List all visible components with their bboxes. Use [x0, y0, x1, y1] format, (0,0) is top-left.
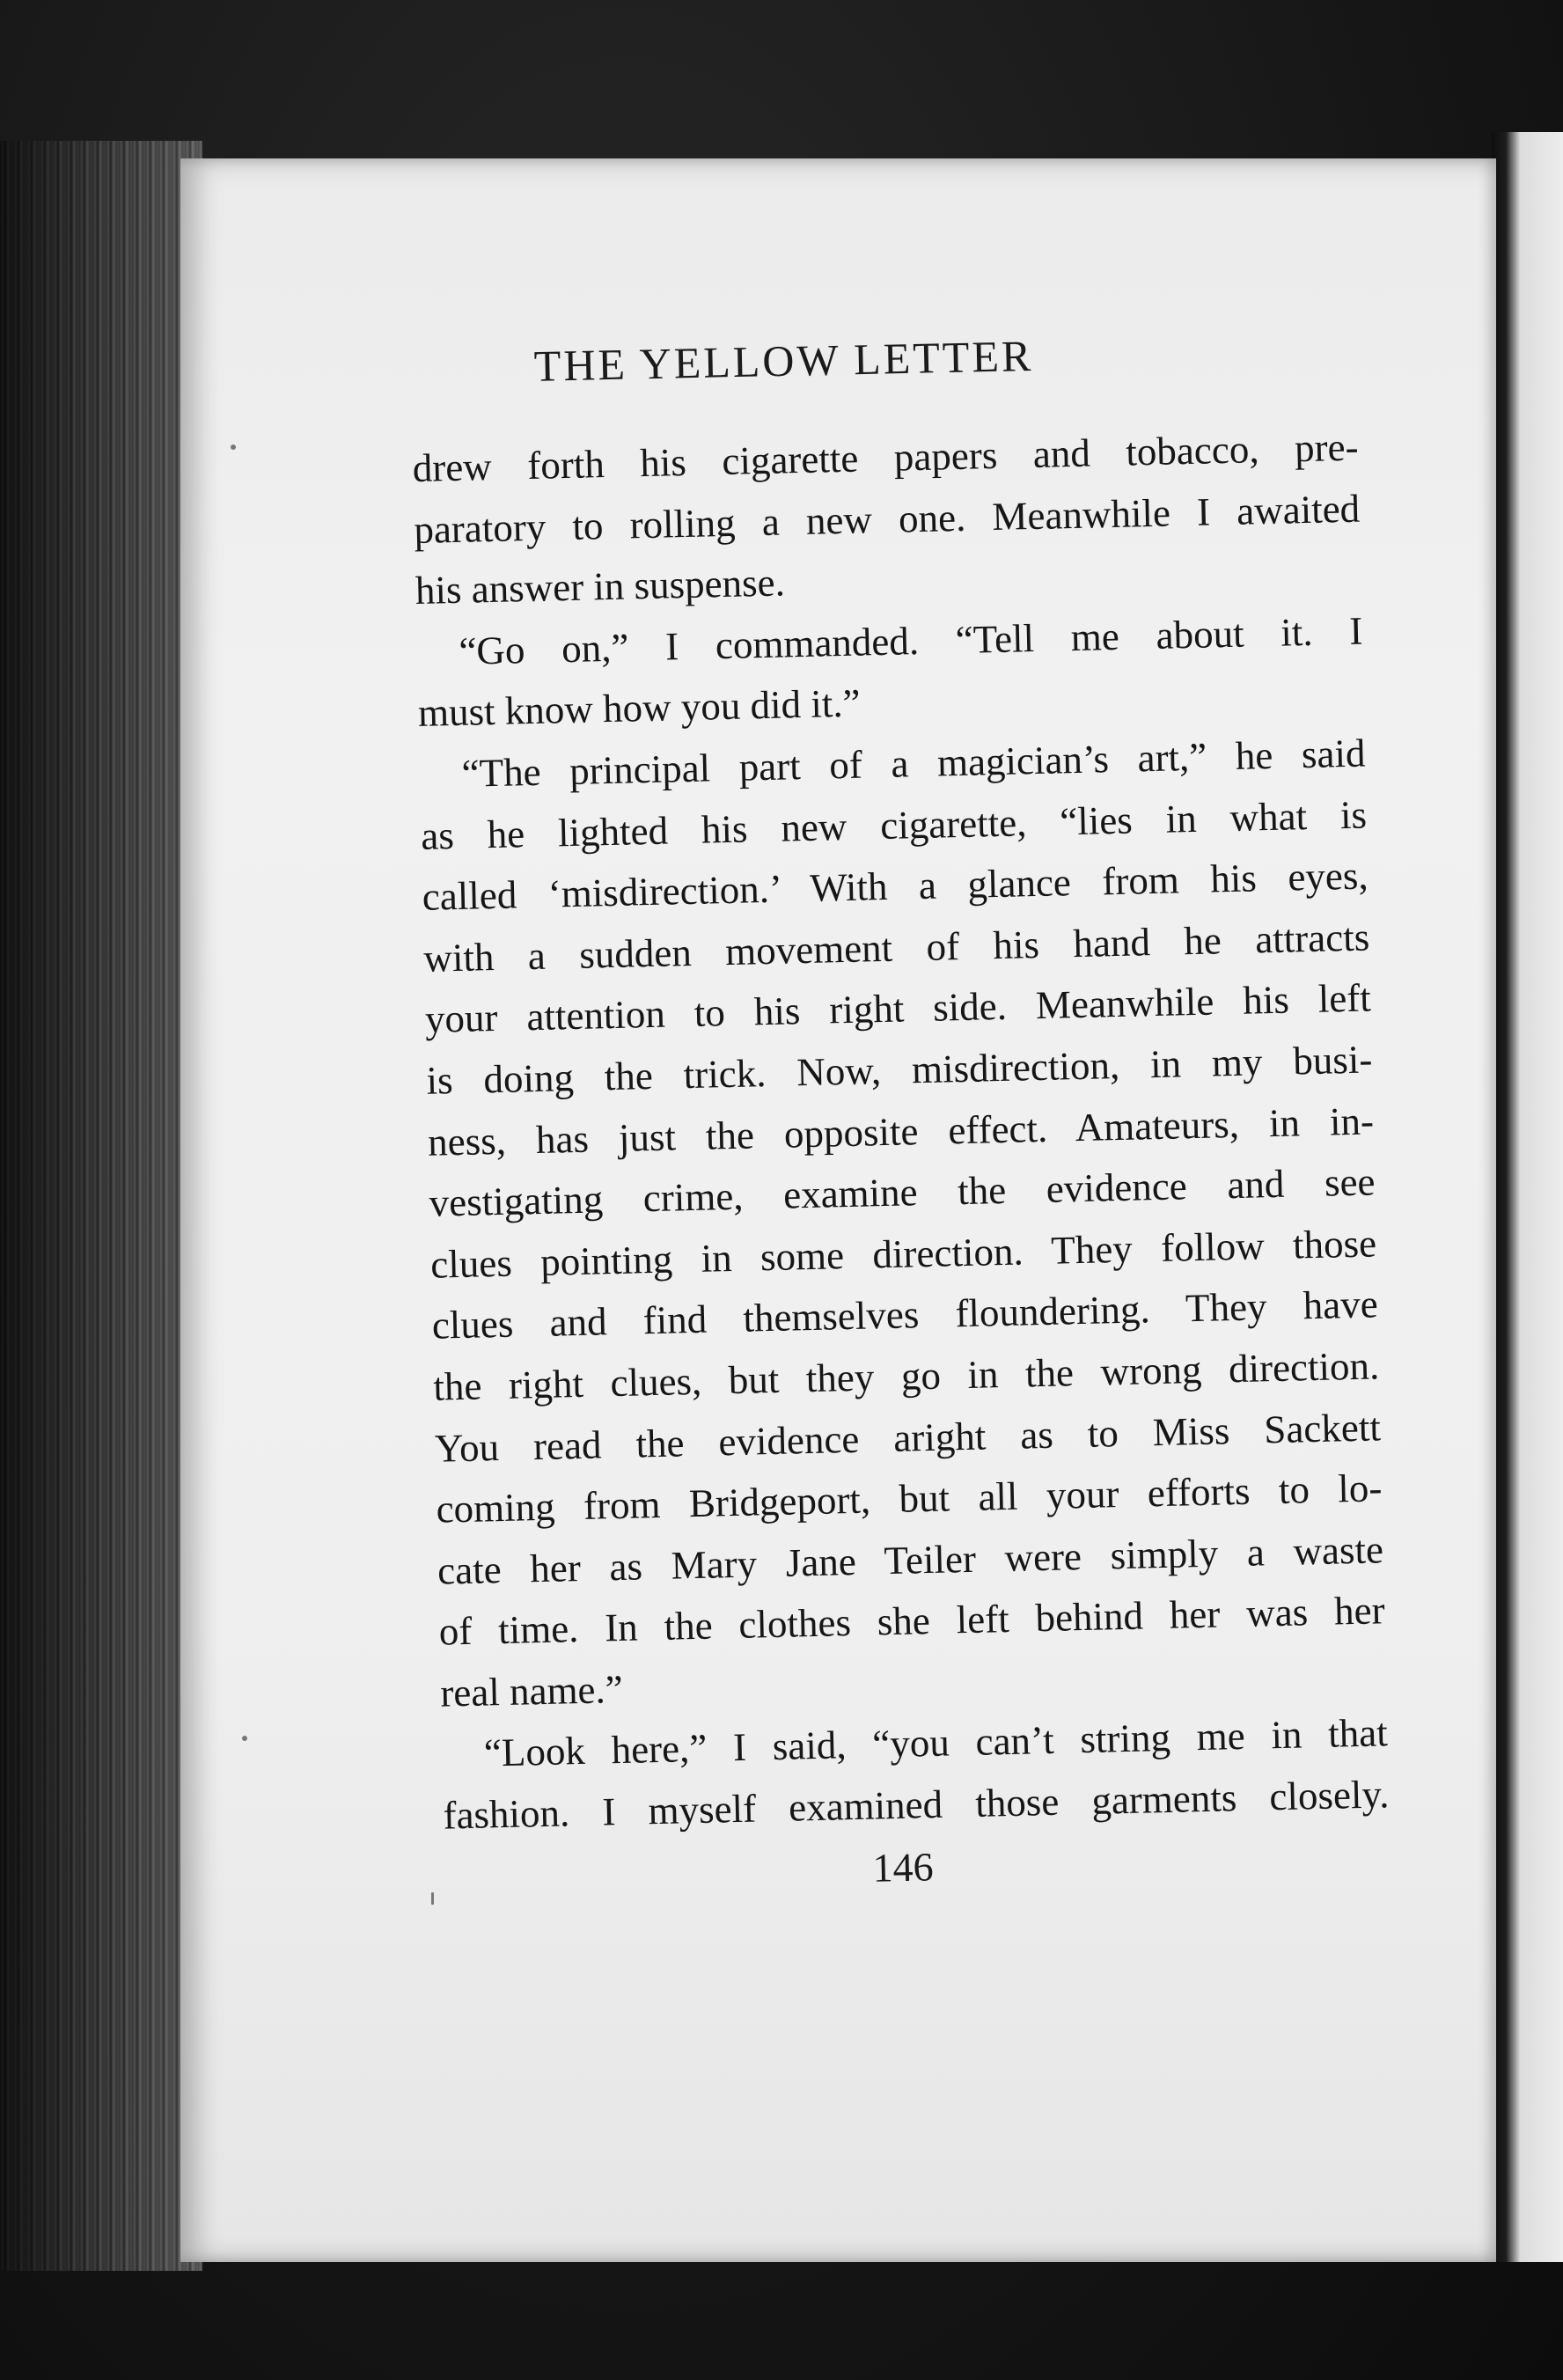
text-line: with a sudden movement of his hand he attracts [422, 915, 1370, 981]
text-line: You read the evidence aright as to Miss Sackett [434, 1404, 1382, 1471]
text-line: your attention to his right side. Meanwhile his left [424, 975, 1372, 1042]
dust-speck [231, 444, 236, 450]
text-line: fashion. I myself examined those garments closely. [442, 1772, 1390, 1838]
text-line: called ‘misdirection.’ With a glance from his eyes, [422, 853, 1369, 920]
text-line: ness, has just the opposite effect. Amateurs, in in- [427, 1098, 1375, 1164]
text-line: drew forth his cigarette papers and tobacco, pre- [412, 424, 1360, 490]
text-line: “Go on,” I commanded. “Tell me about it. I [458, 608, 1363, 673]
dust-speck [431, 1892, 434, 1905]
text-line: “The principal part of a magician’s art,” he said [461, 731, 1366, 796]
text-line: paratory to rolling a new one. Meanwhile I awaited [413, 486, 1361, 552]
text-line: “Look here,” I said, “you can’t string me in that [483, 1710, 1389, 1775]
running-head: THE YELLOW LETTER [533, 330, 1034, 391]
page-number: 146 [871, 1844, 935, 1891]
text-line: is doing the trick. Now, misdirection, in my busi- [425, 1037, 1373, 1103]
text-line: the right clues, but they go in the wrong direction. [432, 1343, 1380, 1409]
text-line: as he lighted his new cigarette, “lies in what is [420, 792, 1368, 858]
text-line: clues pointing in some direction. They follow those [429, 1221, 1377, 1287]
dust-speck [242, 1736, 247, 1741]
text-line: of time. In the clothes she left behind her was her [438, 1588, 1386, 1654]
text-line: coming from Bridgeport, but all your efforts to lo- [436, 1465, 1383, 1532]
text-line: clues and find themselves floundering. They have [431, 1282, 1379, 1348]
facing-page-edge [1492, 132, 1563, 2262]
text-line: his answer in suspense. [415, 560, 786, 613]
text-line: cate her as Mary Jane Teiler were simply a waste [437, 1526, 1384, 1593]
page-edges-shadow [0, 141, 202, 2271]
text-line: vestigating crime, examine the evidence and see [429, 1159, 1376, 1225]
text-line: must know how you did it.” [417, 680, 862, 736]
text-line: real name.” [439, 1666, 624, 1715]
body-text [412, 417, 1390, 1847]
